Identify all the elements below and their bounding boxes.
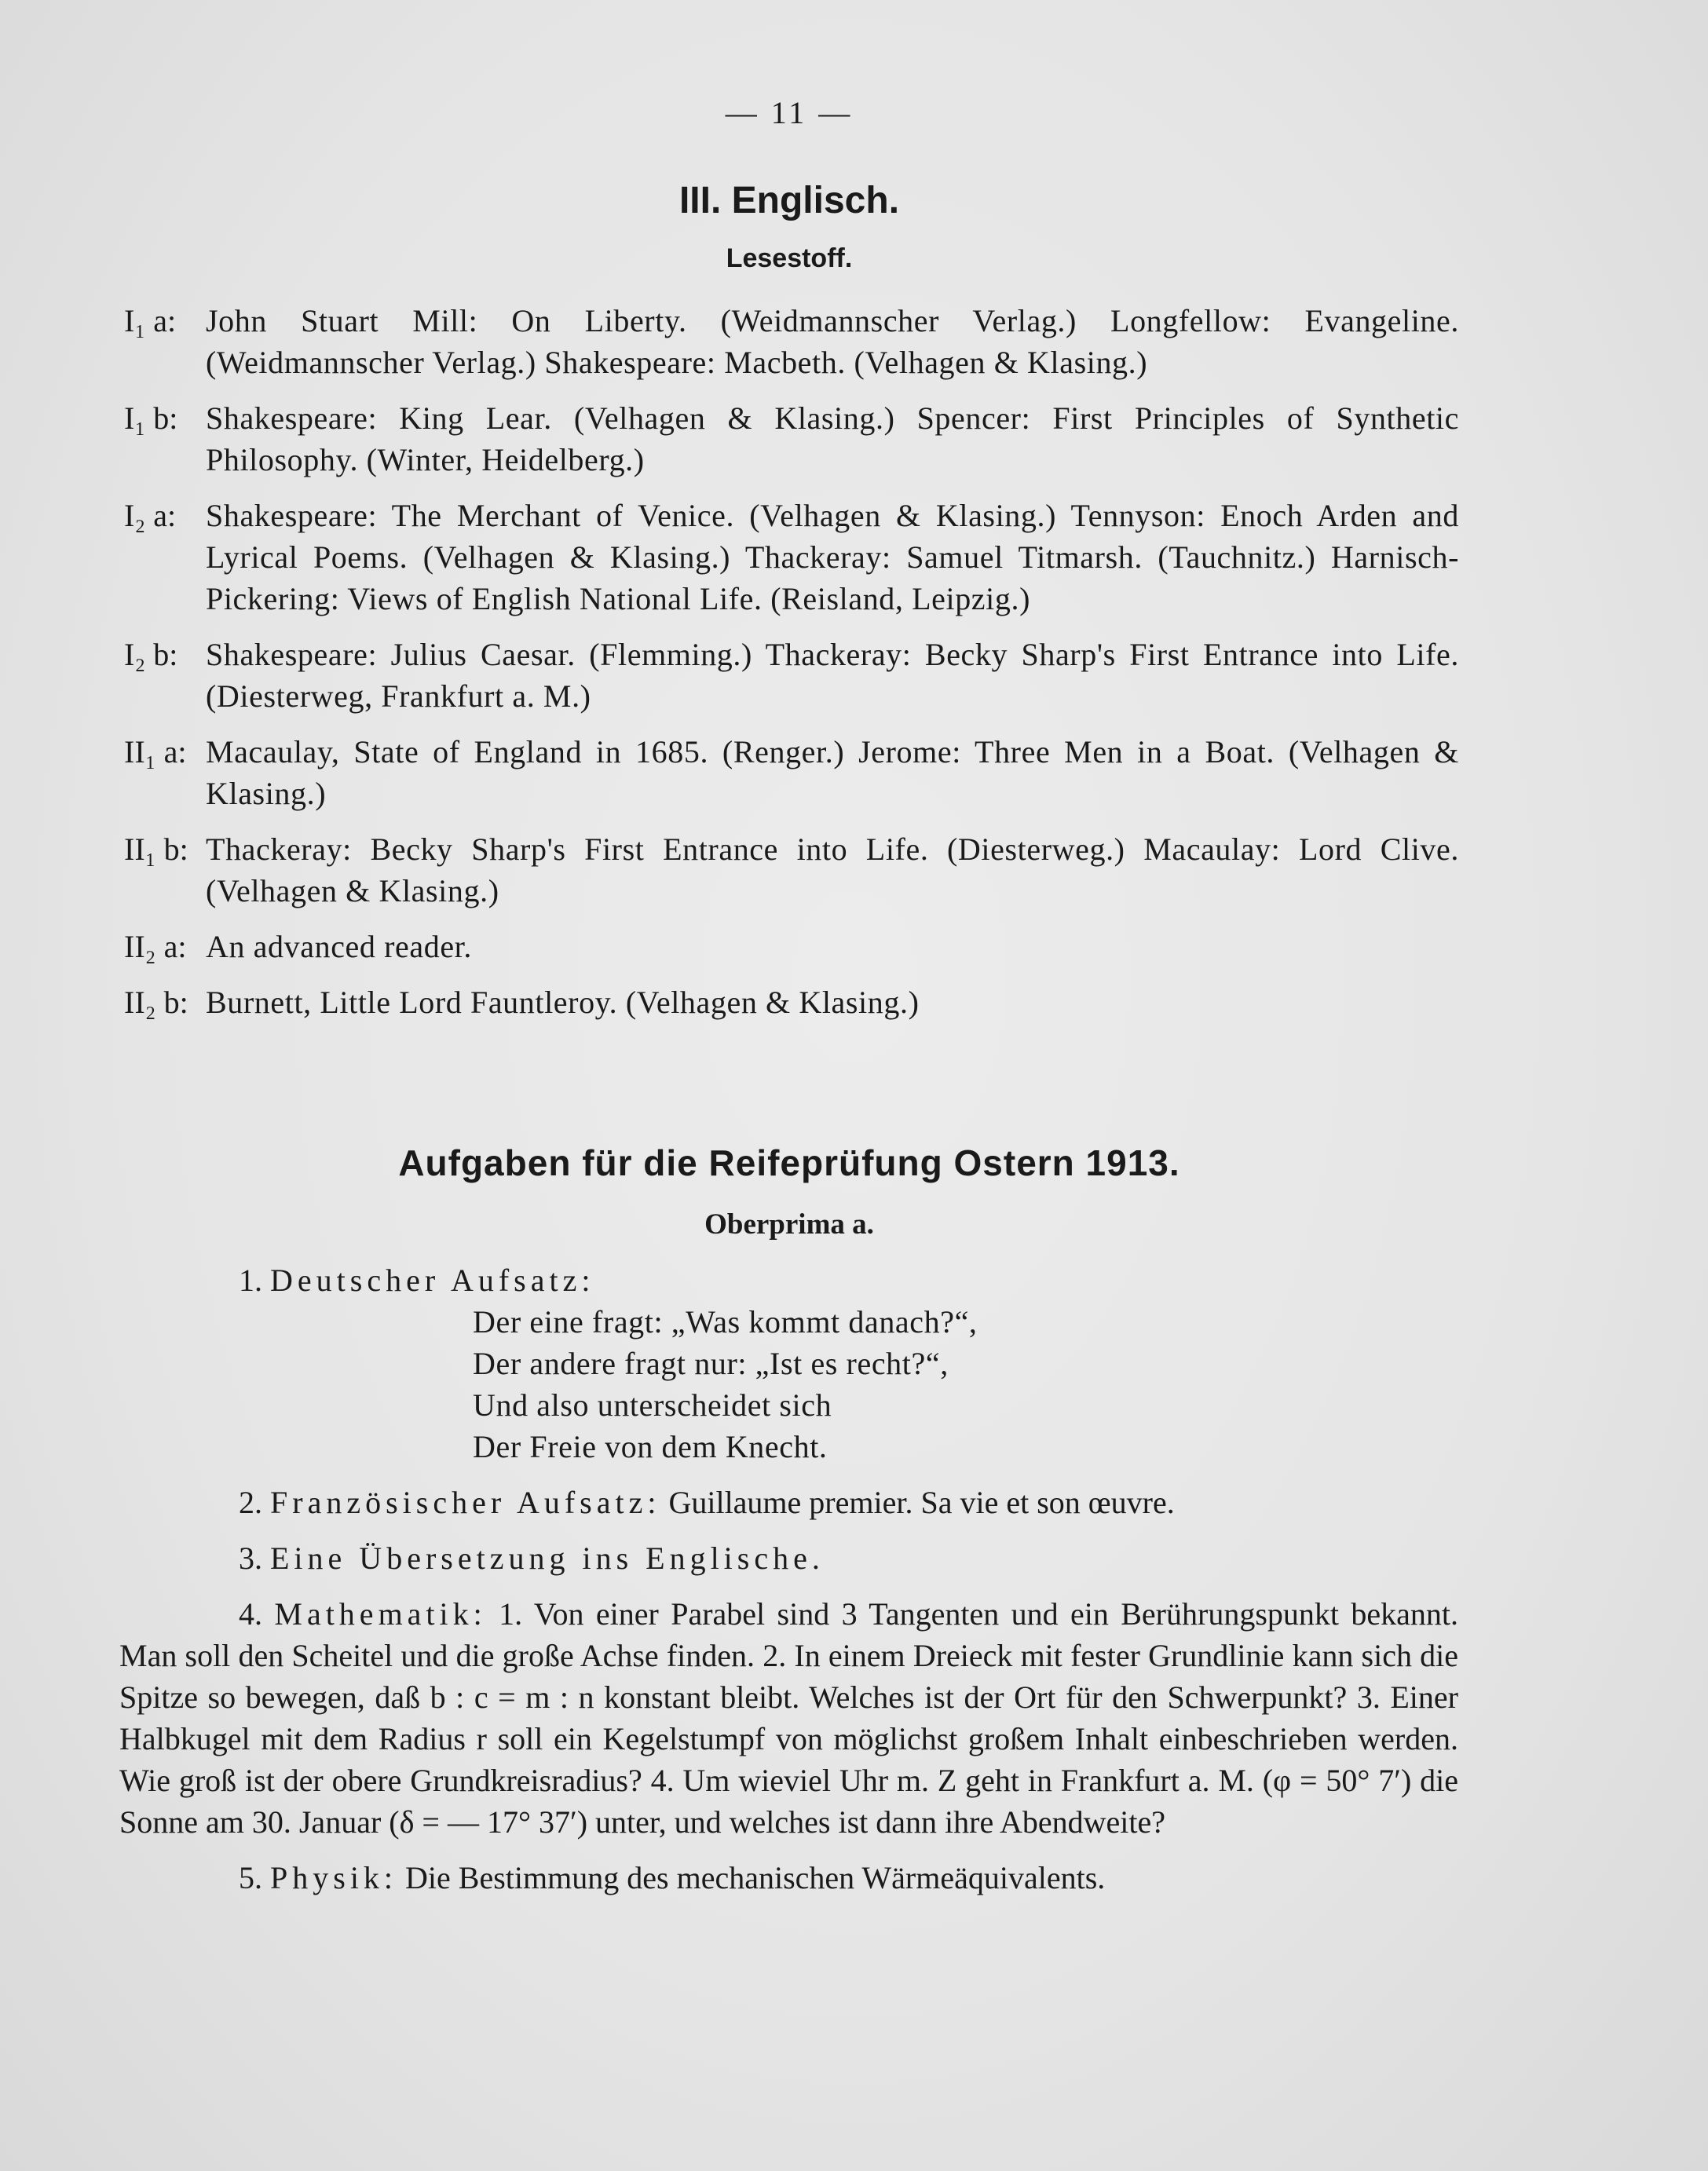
- reading-entry: [124, 731, 1459, 814]
- class-label: I₁ b:: [124, 400, 178, 436]
- task-number: 2.: [239, 1485, 262, 1520]
- reading-entry: [124, 828, 1459, 912]
- reading-text: Macaulay, State of England in 1685. (Renger.) Jerome: Three Men in a Boat. (Velhagen & Klasing.): [206, 734, 1459, 811]
- task-subject: Deutscher Aufsatz:: [270, 1263, 595, 1298]
- task-physics: [119, 1857, 1458, 1899]
- task-number: 1.: [239, 1263, 262, 1298]
- class-label: II₂ b:: [124, 985, 188, 1020]
- reading-entry: [124, 495, 1459, 620]
- reading-text: Shakespeare: King Lear. (Velhagen & Klasing.) Spencer: First Principles of Synthetic Philosophy. (Winter, Heidelberg.): [206, 400, 1459, 477]
- class-label: I₂ b:: [124, 637, 178, 672]
- task-subject: Eine Übersetzung ins Englische.: [270, 1541, 825, 1576]
- reading-entry: [124, 397, 1459, 481]
- task-text: 1. Von einer Parabel sind 3 Tangenten und ein Berührungspunkt bekannt. Man soll den Scheitel und die große Achse finden. 2. In einem Dreieck mit fester Grundlinie kann sich die Spitze so bewegen, daß b : c = m : n konstant bleibt. Welches ist der Ort für den Schwerpunkt? 3. Einer Halbkugel mit dem Radius r soll ein Kegelstumpf von möglichst großem Inhalt einbeschrieben werden. Wie groß ist der obere Grundkreisradius? 4. Um wieviel Uhr m. Z geht in Frankfurt a. M. (φ = 50° 7′) die Sonne am 30. Januar (δ = — 17° 37′) unter, und welches ist dann ihre Abendweite?: [119, 1596, 1458, 1840]
- reading-text: An advanced reader.: [206, 929, 472, 964]
- class-label: I₁ a:: [124, 303, 177, 338]
- class-label: II₂ a:: [124, 929, 187, 964]
- task-translation: [119, 1537, 1458, 1579]
- section-subtitle: Lesestoff.: [726, 243, 853, 273]
- exam-tasks: [119, 1259, 1458, 1913]
- task-text: Guillaume premier. Sa vie et son œuvre.: [668, 1485, 1175, 1520]
- section-title: III. Englisch.: [678, 180, 900, 221]
- essay-poem: [119, 1301, 1458, 1467]
- reading-text: Shakespeare: Julius Caesar. (Flemming.) Thackeray: Becky Sharp's First Entrance into Life. (Diesterweg, Frankfurt a. M.): [206, 637, 1459, 714]
- reading-text: John Stuart Mill: On Liberty. (Weidmannscher Verlag.) Longfellow: Evangeline. (Weidmannscher Verlag.) Shakespeare: Macbeth. (Velhagen & Klasing.): [206, 303, 1459, 380]
- reading-text: Shakespeare: The Merchant of Venice. (Velhagen & Klasing.) Tennyson: Enoch Arden and Lyrical Poems. (Velhagen & Klasing.) Thackeray: Samuel Titmarsh. (Tauchnitz.) Harnisch-Pickering: Views of English National Life. (Reisland, Leipzig.): [206, 498, 1459, 616]
- task-number: 3.: [239, 1541, 262, 1576]
- poem-line: Der andere fragt nur: „Ist es recht?“,: [473, 1346, 949, 1381]
- reading-text: Thackeray: Becky Sharp's First Entrance into Life. (Diesterweg.) Macaulay: Lord Clive. (Velhagen & Klasing.): [206, 831, 1459, 908]
- reading-list: [124, 300, 1459, 1037]
- poem-line: Und also unterscheidet sich: [473, 1387, 832, 1423]
- reading-text: Burnett, Little Lord Fauntleroy. (Velhagen & Klasing.): [206, 985, 920, 1020]
- task-german-essay: [119, 1259, 1458, 1467]
- task-french-essay: [119, 1482, 1458, 1523]
- poem-line: Der eine fragt: „Was kommt danach?“,: [473, 1304, 978, 1340]
- reading-entry: [124, 981, 1459, 1023]
- reading-entry: [124, 926, 1459, 967]
- class-label: I₂ a:: [124, 498, 177, 533]
- task-number: 5.: [239, 1860, 262, 1895]
- poem-line: Der Freie von dem Knecht.: [473, 1429, 828, 1464]
- task-subject: Französischer Aufsatz:: [270, 1485, 661, 1520]
- exam-subtitle: Oberprima a.: [704, 1208, 874, 1241]
- class-label: II₁ a:: [124, 734, 187, 769]
- class-label: II₁ b:: [124, 831, 188, 867]
- task-mathematics: [119, 1593, 1458, 1843]
- task-number: 4.: [239, 1596, 262, 1632]
- page-number: — 11 —: [725, 95, 854, 130]
- task-subject: Physik:: [270, 1860, 398, 1895]
- exam-title: Aufgaben für die Reifeprüfung Ostern 1913.: [398, 1142, 1180, 1183]
- task-subject: Mathematik:: [274, 1596, 487, 1632]
- reading-entry: [124, 300, 1459, 383]
- task-text: Die Bestimmung des mechanischen Wärmeäquivalents.: [405, 1860, 1106, 1895]
- reading-entry: [124, 634, 1459, 717]
